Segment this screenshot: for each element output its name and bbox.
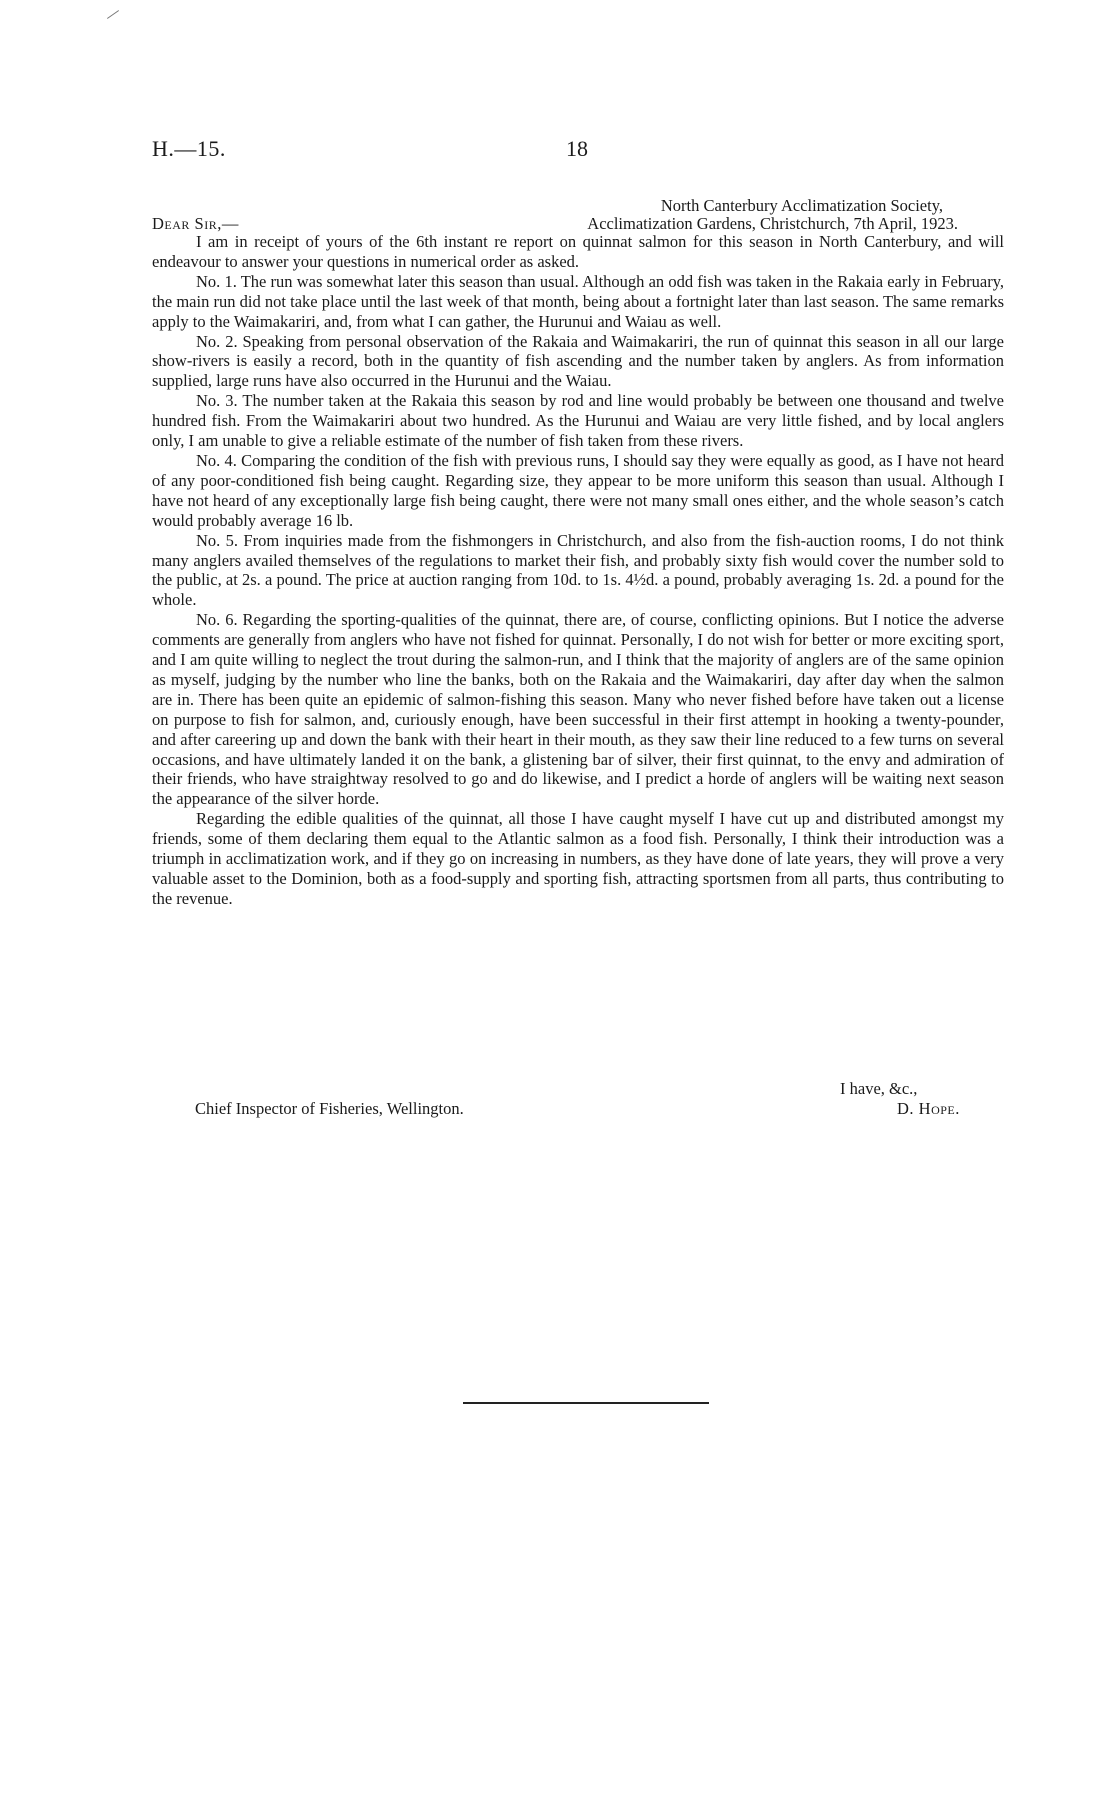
sender-address-line1: North Canterbury Acclimatization Society, <box>660 196 943 215</box>
salutation: Dear Sir,— <box>152 214 239 233</box>
signature: D. Hope. <box>897 1099 960 1118</box>
paragraph-no-6: No. 6. Regarding the sporting-qualities of the quinnat, there are, of course, conflicting opinions. But I notice the adverse comments are generally from anglers who have not fished for quinnat. Personally, I do not wish for better or more exciting sport, and I am quite willing to neglect the trout during the salmon-run, and I think that the majority of anglers are of the same opinion as myself, judging by the number who line the banks, both on the Rakaia and the Waimakariri, day after day when the salmon are in. There has been quite an epidemic of salmon-fishing this season. Many who never fished before have taken out a license on purpose to fish for salmon, and, curiously enough, have been successful in their first attempt in hooking a twenty-pounder, and after careering up and down the bank with their heart in their mouth, as they saw their line reduced to a few turns on several occasions, and have ultimately landed it on the bank, a glistening bar of silver, their first quinnat, to the envy and admiration of their friends, who have straightway resolved to go and do likewise, and I predict a horde of anglers will be waiting next season the appearance of the silver horde. <box>152 610 1004 809</box>
paragraph-no-1: No. 1. The run was somewhat later this season than usual. Although an odd fish was taken in the Rakaia early in February, the main run did not take place until the last week of that month, being about a fortnight later than last season. The same remarks apply to the Waimakariri, and, from what I can gather, the Hurunui and Waiau as well. <box>152 271 1004 331</box>
paragraph-no-2: No. 2. Speaking from personal observation of the Rakaia and Waimakariri, the run of quinnat this season in all our large show-rivers is easily a record, both in the quantity of fish ascending and the number taken by anglers. As from information supplied, large runs have also occurred in the Hurunui and the Waiau. <box>152 331 1004 391</box>
paragraph-edible-qualities: Regarding the edible qualities of the quinnat, all those I have caught myself I have cut up and distributed amongst my friends, some of them declaring them equal to the Atlantic salmon as a food fish. Personally, I think their introduction was a triumph in acclimatization work, and if they go on increasing in numbers, as they have done of late years, they will prove a very valuable asset to the Dominion, both as a food-supply and sporting fish, attracting sportsmen from all parts, thus contributing to the revenue. <box>152 809 1004 908</box>
sender-address-line2: Acclimatization Gardens, Christchurch, 7th April, 1923. <box>587 214 958 233</box>
paragraph-intro: I am in receipt of yours of the 6th instant re report on quinnat salmon for this season in North Canterbury, and will endeavour to answer your questions in numerical order as asked. <box>152 232 1004 271</box>
paragraph-no-5: No. 5. From inquiries made from the fishmongers in Christchurch, and also from the fish-auction rooms, I do not think many anglers availed themselves of the regulations to market their fish, and probably sixty fish would cover the number sold to the public, at 2s. a pound. The price at auction ranging from 10d. to 1s. 4½d. a pound, probably averaging 1s. 2d. a pound for the whole. <box>152 530 1004 610</box>
section-divider <box>463 1402 709 1404</box>
closing: I have, &c., <box>840 1079 918 1098</box>
paragraph-no-4: No. 4. Comparing the condition of the fish with previous runs, I should say they were equally as good, as I have not heard of any poor-conditioned fish being caught. Regarding size, they appear to be more uniform this season than usual. Although I have not heard of any exceptionally large fish being caught, there were not many small ones either, and the whole season’s catch would probably average 16 lb. <box>152 450 1004 530</box>
page-number: 18 <box>566 136 588 161</box>
scan-mark <box>107 10 119 19</box>
document-reference: H.—15. <box>152 136 226 161</box>
paragraph-no-3: No. 3. The number taken at the Rakaia this season by rod and line would probably be between one thousand and twelve hundred fish. From the Waimakariri about two hundred. As the Hurunui and Waiau are very little fished, and by local anglers only, I am unable to give a reliable estimate of the number of fish taken from these rivers. <box>152 391 1004 451</box>
letter-body <box>152 232 1004 909</box>
addressee: Chief Inspector of Fisheries, Wellington. <box>195 1099 464 1118</box>
